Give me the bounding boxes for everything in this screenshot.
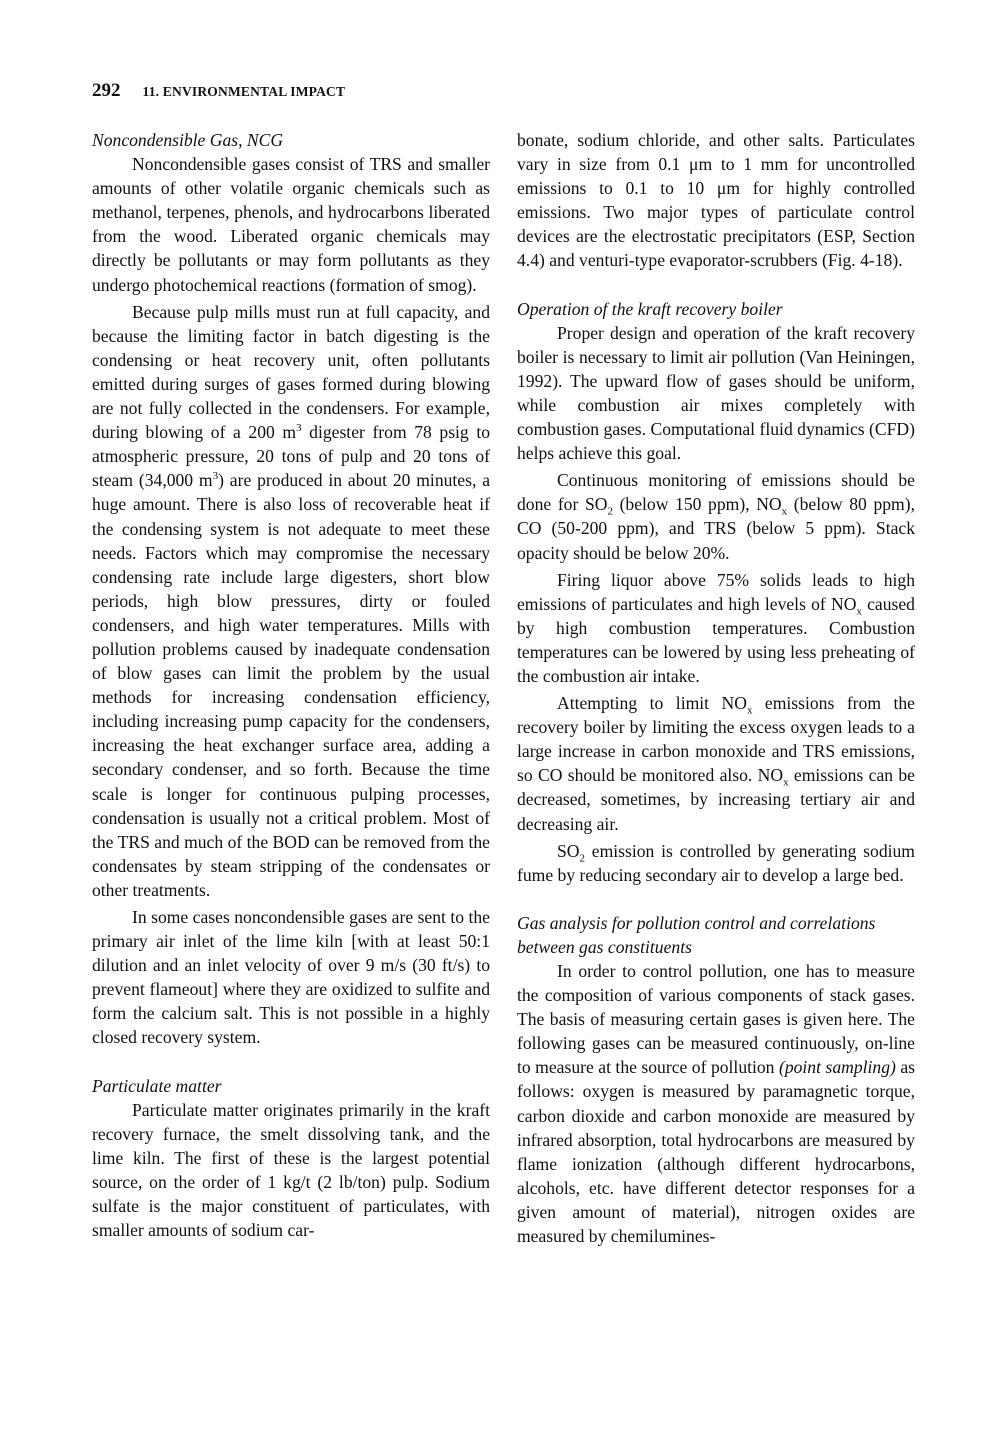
section-heading-recovery-boiler: Operation of the kraft recovery boiler (517, 298, 783, 319)
paragraph: $SO_2$ emission is controlled by generating sodium fume by reducing secondary air to develop a large bed. (517, 840, 915, 885)
paragraph: Particulate matter originates primarily in the kraft recovery furnace, the smelt dissolving tank, and the lime kiln. The first of these is the largest potential source, on the order of 1 kg/t (2 lb/ton) pulp. Sodium sulfate is the major constituent of particulates, with smaller amounts of sodium car- (92, 1099, 490, 1241)
running-title: 11. ENVIRONMENTAL IMPACT (142, 84, 346, 99)
paragraph: Attempting to limit $NO_x$ emissions from the recovery boiler by limiting the excess oxygen leads to a large increase in carbon monoxide and TRS emissions, so CO should be monitored also. $NO_x$ emissions can be decreased, sometimes, by increasing tertiary air and decreasing air. (517, 693, 915, 834)
paragraph: Continuous monitoring of emissions should be done for $SO_2$ (below 150 ppm), $NO_x$ (below 80 ppm), CO (50-200 ppm), and TRS (below 5 ppm). Stack opacity should be below 20%. (517, 470, 915, 563)
page-number: 292 (92, 80, 121, 101)
section-heading-ncg: Noncondensible Gas, NCG (92, 130, 284, 150)
right-column (517, 128, 915, 1248)
paragraph: In order to control pollution, one has to measure the composition of various components of stack gases. The basis of measuring certain gases is given here. The following gases can be measured continuously, on-line to measure at the source of pollution (point sampling) as follows: oxygen is measured by paramagnetic torque, carbon dioxide and carbon monoxide are measured by infrared absorption, total hydrocarbons are measured by flame ionization (although different hydrocarbons, alcohols, etc. have different detector responses for a given amount of material), nitrogen oxides are measured by chemilumines- (517, 961, 915, 1247)
paragraph: Noncondensible gases consist of TRS and smaller amounts of other volatile organic chemicals such as methanol, terpenes, phenols, and hydrocarbons liberated from the wood. Liberated organic chemicals may directly be pollutants or may form pollutants as they undergo photochemical reactions (formation of smog). (92, 154, 490, 295)
paragraph: Proper design and operation of the kraft recovery boiler is necessary to limit air pollution (Van Heiningen, 1992). The upward flow of gases should be uniform, while combustion air mixes completely with combustion gases. Computational fluid dynamics (CFD) helps achieve this goal. (517, 322, 915, 464)
running-header (92, 80, 345, 102)
section-heading-particulate: Particulate matter (92, 1075, 222, 1096)
paragraph: Because pulp mills must run at full capacity, and because the limiting factor in batch digesting is the condensing or heat recovery unit, often pollutants emitted during surges of gases formed during blowing are not fully collected in the condensers. For example, during blowing of a 200 $m^3$ digester from 78 psig to atmospheric pressure, 20 tons of pulp and 20 tons of steam (34,000 $m^3$) are produced in about 20 minutes, a huge amount. There is also loss of recoverable heat if the condensing system is not adequate to meet these needs. Factors which may compromise the necessary condensing rate include large digesters, short blow periods, high blow pressures, dirty or fouled condensers, and high water temperatures. Mills with pollution problems caused by inadequate condensation of blow gases can limit the problem by the usual methods for increasing condensation efficiency, including increasing pump capacity for the condensers, increasing the heat exchanger surface area, adding a secondary condenser, and so forth. Because the time scale is longer for continuous pulping processes, condensation is usually not a critical problem. Most of the TRS and much of the BOD can be removed from the condensates by steam stripping of the condensates or other treatments. (92, 301, 491, 900)
left-column (92, 128, 490, 1242)
section-heading-gas-analysis: Gas analysis for pollution control and correlations between gas constituents (517, 912, 876, 957)
paragraph: In some cases noncondensible gases are sent to the primary air inlet of the lime kiln [with at least 50:1 dilution and an inlet velocity of over 9 m/s (30 ft/s) to prevent flameout] where they are oxidized to sulfite and form the calcium salt. This is not possible in a highly closed recovery system. (92, 907, 490, 1048)
paragraph: Firing liquor above 75% solids leads to high emissions of particulates and high levels of $NO_x$ caused by high combustion temperatures. Combustion temperatures can be lowered by using less preheating of the combustion air intake. (517, 569, 915, 686)
paragraph: bonate, sodium chloride, and other salts. Particulates vary in size from 0.1 μm to 1 mm for uncontrolled emissions to 0.1 to 10 μm for highly controlled emissions. Two major types of particulate control devices are the electrostatic precipitators (ESP, Section 4.4) and venturi-type evaporator-scrubbers (Fig. 4-18). (517, 130, 915, 271)
